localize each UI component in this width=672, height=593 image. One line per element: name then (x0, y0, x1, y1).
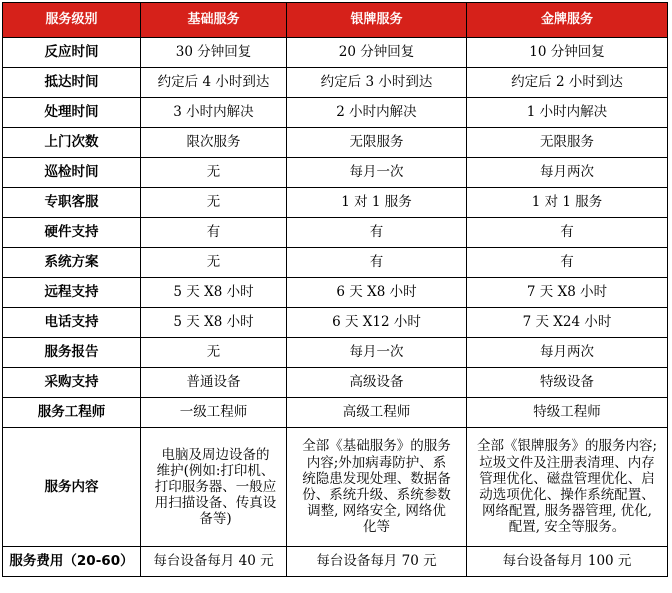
cell-basic: 5 天 X8 小时 (141, 278, 287, 308)
cell-silver: 约定后 3 小时到达 (287, 68, 467, 98)
table-row (3, 248, 668, 278)
cell-silver: 高级工程师 (287, 398, 467, 428)
table-row (3, 398, 668, 428)
cell-silver: 有 (287, 218, 467, 248)
cell-silver: 6 天 X12 小时 (287, 308, 467, 338)
row-label: 服务内容 (3, 428, 141, 547)
cell-silver: 高级设备 (287, 368, 467, 398)
row-label: 处理时间 (3, 98, 141, 128)
service-level-table (2, 2, 668, 577)
cell-basic: 无 (141, 188, 287, 218)
header-basic-service: 基础服务 (141, 3, 287, 38)
content-gold: 全部《银牌服务》的服务内容; 垃圾文件及注册表清理、内存 管理优化、磁盘管理优化、启 动选项优化、操作系统配置、 网络配置, 服务器管理, 优化, 配置, 安全等服务。 (467, 428, 668, 547)
table-row (3, 98, 668, 128)
row-label: 服务报告 (3, 338, 141, 368)
cell-silver: 1 对 1 服务 (287, 188, 467, 218)
table-row (3, 38, 668, 68)
table-row (3, 278, 668, 308)
header-service-level: 服务级别 (3, 3, 141, 38)
cell-gold: 有 (467, 218, 668, 248)
cell-basic: 3 小时内解决 (141, 98, 287, 128)
cell-basic: 无 (141, 338, 287, 368)
table-row (3, 128, 668, 158)
fee-gold: 每台设备每月 100 元 (467, 547, 668, 577)
cell-gold: 1 小时内解决 (467, 98, 668, 128)
cell-basic: 5 天 X8 小时 (141, 308, 287, 338)
row-label: 电话支持 (3, 308, 141, 338)
row-label: 反应时间 (3, 38, 141, 68)
cell-gold: 有 (467, 248, 668, 278)
cell-gold: 特级工程师 (467, 398, 668, 428)
cell-silver: 2 小时内解决 (287, 98, 467, 128)
table-row (3, 368, 668, 398)
cell-gold: 每月两次 (467, 338, 668, 368)
cell-silver: 20 分钟回复 (287, 38, 467, 68)
table-row (3, 188, 668, 218)
table-row (3, 68, 668, 98)
row-label: 服务费用（20-60） (3, 547, 141, 577)
header-gold-service: 金牌服务 (467, 3, 668, 38)
header-row (3, 3, 668, 38)
row-label: 巡检时间 (3, 158, 141, 188)
cell-silver: 6 天 X8 小时 (287, 278, 467, 308)
row-label: 服务工程师 (3, 398, 141, 428)
row-label: 系统方案 (3, 248, 141, 278)
cell-basic: 普通设备 (141, 368, 287, 398)
cell-silver: 有 (287, 248, 467, 278)
cell-gold: 7 天 X8 小时 (467, 278, 668, 308)
table-row (3, 338, 668, 368)
cell-silver: 无限服务 (287, 128, 467, 158)
cell-gold: 10 分钟回复 (467, 38, 668, 68)
cell-basic: 约定后 4 小时到达 (141, 68, 287, 98)
content-basic: 电脑及周边设备的 维护(例如:打印机、 打印服务器、一般应 用扫描设备、传真设 备等) (141, 428, 287, 547)
row-label: 专职客服 (3, 188, 141, 218)
table-row (3, 308, 668, 338)
row-label: 硬件支持 (3, 218, 141, 248)
row-label: 采购支持 (3, 368, 141, 398)
row-label: 抵达时间 (3, 68, 141, 98)
row-label: 远程支持 (3, 278, 141, 308)
table-row (3, 158, 668, 188)
cell-basic: 一级工程师 (141, 398, 287, 428)
cell-basic: 30 分钟回复 (141, 38, 287, 68)
table-row-service-content (3, 428, 668, 547)
table-row-service-fee (3, 547, 668, 577)
cell-gold: 无限服务 (467, 128, 668, 158)
cell-gold: 每月两次 (467, 158, 668, 188)
content-silver: 全部《基础服务》的服务 内容;外加病毒防护、系 统隐患发现处理、数据备 份、系统升级、系统参数 调整, 网络安全, 网络优 化等 (287, 428, 467, 547)
cell-silver: 每月一次 (287, 158, 467, 188)
cell-gold: 特级设备 (467, 368, 668, 398)
row-label: 上门次数 (3, 128, 141, 158)
cell-gold: 1 对 1 服务 (467, 188, 668, 218)
fee-basic: 每台设备每月 40 元 (141, 547, 287, 577)
cell-gold: 约定后 2 小时到达 (467, 68, 668, 98)
cell-gold: 7 天 X24 小时 (467, 308, 668, 338)
header-silver-service: 银牌服务 (287, 3, 467, 38)
table-row (3, 218, 668, 248)
fee-silver: 每台设备每月 70 元 (287, 547, 467, 577)
cell-basic: 无 (141, 248, 287, 278)
cell-basic: 限次服务 (141, 128, 287, 158)
cell-basic: 有 (141, 218, 287, 248)
cell-basic: 无 (141, 158, 287, 188)
cell-silver: 每月一次 (287, 338, 467, 368)
